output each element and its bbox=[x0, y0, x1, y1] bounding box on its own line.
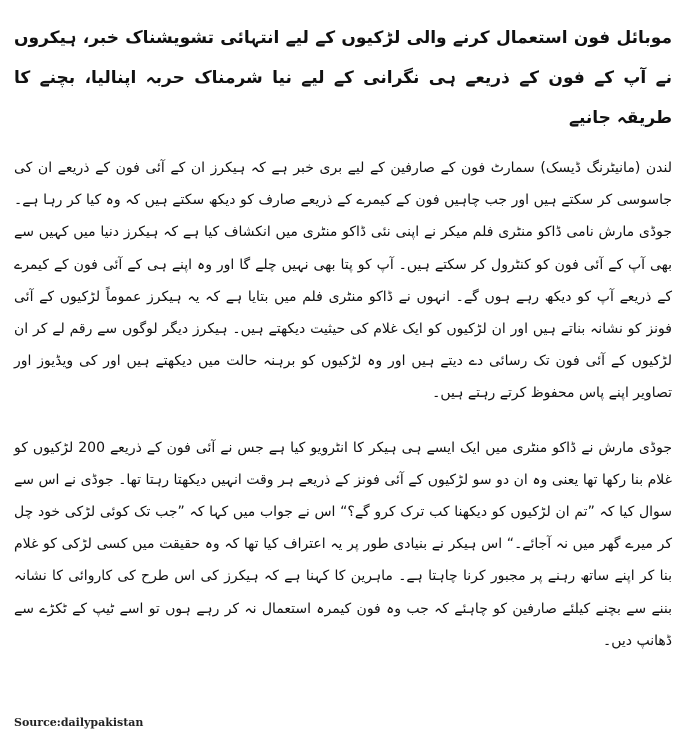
article bbox=[14, 18, 672, 730]
source-credit: Source:dailypakistan bbox=[14, 716, 144, 729]
article-headline: موبائل فون استعمال کرنے والی لڑکیوں کے لیے انتہائی تشویشناک خبر، ہیکروں نے آپ کے فون کے ذریعے ہی نگرانی کے لیے نیا شرمناک حربہ اپنالیا، بچنے کا طریقہ جانیے bbox=[14, 28, 672, 128]
article-paragraph-1: لندن (مانیٹرنگ ڈیسک) سمارٹ فون کے صارفین کے لیے بری خبر ہے کہ ہیکرز ان کے آئی فون کے ذریعے ان کی جاسوسی کر سکتے ہیں اور جب چاہیں فون کے کیمرے کے ذریعے صارف کو دیکھ سکتے ہیں کہ وہ کیا کر رہا ہے۔ جوڈی مارش نامی ڈاکو منٹری فلم میکر نے اپنی نئی ڈاکو منٹری میں انکشاف کیا ہے کہ ہیکرز دنیا میں کہیں سے بھی آپ کے آئی فون کو کنٹرول کر سکتے ہیں۔ آپ کو پتا بھی نہیں چلے گا اور وہ اپنے ہی کے آئی فون کے کیمرے کے ذریعے آپ کو دیکھ رہے ہوں گے۔ انہوں نے ڈاکو منٹری فلم میں بتایا ہے کہ یہ ہیکرز عموماً لڑکیوں کے آئی فونز کو نشانہ بناتے ہیں اور ان لڑکیوں کو ایک غلام کی حیثیت دیکھتے ہیں۔ ہیکرز دیگر لوگوں سے رقم لے کر ان لڑکیوں کے آئی فون تک رسائی دے دیتے ہیں اور وہ لڑکیوں کو برہنہ حالت میں دیکھتے ہیں اور کی ویڈیوز اور تصاویر اپنے پاس محفوظ کرتے رہتے ہیں۔ bbox=[14, 160, 672, 402]
article-paragraph-2: جوڈی مارش نے ڈاکو منٹری میں ایک ایسے ہی ہیکر کا انٹرویو کیا ہے جس نے آئی فون کے ذریعے 200 لڑکیوں کو غلام بنا رکھا تھا یعنی وہ ان دو سو لڑکیوں کے آئی فونز کے ذریعے ہر وقت انہیں دیکھتا رہتا تھا۔ جوڈی نے اس سے سوال کیا کہ ”تم ان لڑکیوں کو دیکھنا کب ترک کرو گے؟“ اس نے جواب میں کہا کہ ”جب تک کوئی لڑکی خود چل کر میرے گھر میں نہ آجائے۔“ اس ہیکر نے بنیادی طور پر یہ اعتراف کیا تھا کہ وہ حقیقت میں کسی لڑکی کو غلام بنا کر اپنے ساتھ رہنے پر مجبور کرنا چاہتا ہے۔ ماہرین کا کہنا ہے کہ ہیکرز کی اس طرح کی کاروائی کا نشانہ بننے سے بچنے کیلئے صارفین کو چاہئے کہ جب وہ فون کیمرہ استعمال نہ کر رہے ہوں تو اسے ٹیپ کے ٹکڑے سے ڈھانپ دیں۔ bbox=[14, 439, 672, 649]
